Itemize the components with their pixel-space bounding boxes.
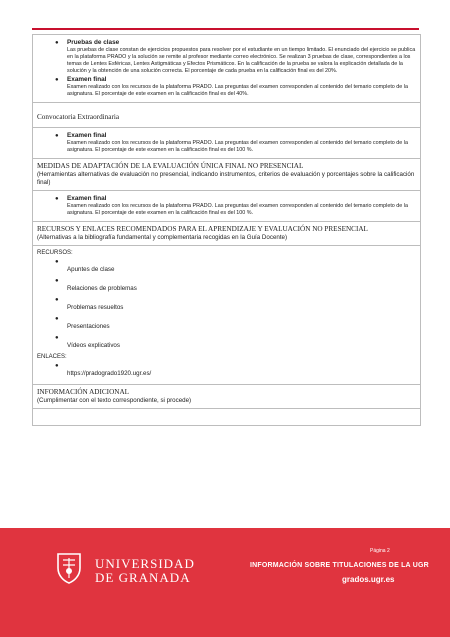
- header-rule: [32, 28, 419, 30]
- eval-items-row: [33, 35, 420, 103]
- list-item: [37, 195, 416, 217]
- bullet-icon: ●: [55, 77, 59, 83]
- item-title: Examen final: [67, 132, 107, 139]
- list-item: [37, 258, 416, 276]
- extraordinaria-row: [33, 128, 420, 159]
- list-item: [37, 39, 416, 75]
- medidas-heading-row: [33, 159, 420, 191]
- item-text: Examen realizado con los recursos de la plataforma PRADO. Las preguntas del examen corresponden al contenido del temario completo de la asignatura. El porcentaje de este examen en la calificación final es del 100 %.: [67, 203, 408, 216]
- bullet-icon: ●: [55, 133, 59, 139]
- item-text: Examen realizado con los recursos de la plataforma PRADO. Las preguntas del examen corresponden al contenido del temario completo de la asignatura. El porcentaje de este examen en la calificación final es del 40%.: [67, 84, 408, 97]
- resource-item: Vídeos explicativos: [67, 342, 120, 349]
- bullet-icon: ●: [55, 363, 59, 369]
- extraordinaria-heading-row: [33, 103, 420, 128]
- list-item: [37, 277, 416, 295]
- info-heading-row: [33, 385, 420, 409]
- link-prado[interactable]: https://pradogrado1920.ugr.es/: [67, 370, 152, 377]
- resource-item: Problemas resueltos: [67, 304, 124, 311]
- list-item: [37, 132, 416, 154]
- section-heading: MEDIDAS DE ADAPTACIÓN DE LA EVALUACIÓN ÚNICA FINAL NO PRESENCIAL: [37, 162, 304, 170]
- titulaciones-info: INFORMACIÓN SOBRE TITULACIONES DE LA UGR: [250, 562, 429, 569]
- university-name-line2: DE GRANADA: [95, 570, 191, 585]
- section-heading: INFORMACIÓN ADICIONAL: [37, 388, 130, 396]
- bullet-icon: ●: [55, 316, 59, 322]
- resource-item: Apuntes de clase: [67, 266, 115, 273]
- medidas-row: [33, 191, 420, 222]
- info-content-row: [33, 409, 420, 426]
- item-text: Las pruebas de clase constan de ejercicios propuestos para resolver por el estudiante en un tiempo limitado. El enunciado del ejercicio se publica en la plataforma PRADO y la solución se remite al profesor mediante correo electrónico. Se realizan 3 pruebas de clase, correspondientes a los temas de Lentes Esféricas, Lentes Astigmáticas y Efectos Prismáticos. En la calificación de la prueba se valora la explicación detallada de la solución y la obtención de una solución correcta. El porcentaje de cada prueba en la calificación final es del 20%.: [67, 47, 416, 74]
- list-item: [37, 296, 416, 314]
- recursos-row: [33, 246, 420, 385]
- guide-table: [32, 34, 421, 426]
- item-title: Examen final: [67, 76, 107, 83]
- bullet-icon: ●: [55, 259, 59, 265]
- recursos-heading-row: [33, 222, 420, 246]
- resource-item: Relaciones de problemas: [67, 285, 137, 292]
- recursos-label: RECURSOS:: [37, 250, 73, 256]
- section-subheading: (Herramientas alternativas de evaluación no presencial, indicando instrumentos, criterios de evaluación y porcentajes sobre la calificación final): [37, 171, 415, 186]
- ugr-shield-icon: [56, 552, 82, 584]
- section-subheading: (Cumplimentar con el texto correspondiente, si procede): [37, 397, 192, 404]
- list-item: [37, 315, 416, 333]
- item-title: Pruebas de clase: [67, 39, 120, 46]
- bullet-icon: ●: [55, 196, 59, 202]
- list-item: [37, 334, 416, 352]
- resource-item: Presentaciones: [67, 323, 110, 330]
- bullet-icon: ●: [55, 335, 59, 341]
- item-title: Examen final: [67, 195, 107, 202]
- list-item: [37, 362, 416, 380]
- section-heading: RECURSOS Y ENLACES RECOMENDADOS PARA EL APRENDIZAJE Y EVALUACIÓN NO PRESENCIAL: [37, 225, 368, 233]
- section-heading: Convocatoria Extraordinaria: [37, 113, 120, 121]
- grados-link[interactable]: grados.ugr.es: [342, 575, 395, 584]
- list-item: [37, 76, 416, 98]
- page-number: Página 2: [370, 548, 390, 554]
- section-subheading: (Alternativas a la bibliografía fundamental y complementaria recogidas en la Guía Docente): [37, 234, 288, 241]
- bullet-icon: ●: [55, 40, 59, 46]
- bullet-icon: ●: [55, 278, 59, 284]
- enlaces-label: ENLACES:: [37, 354, 67, 360]
- bullet-icon: ●: [55, 297, 59, 303]
- item-text: Examen realizado con los recursos de la plataforma PRADO. Las preguntas del examen corresponden al contenido del temario completo de la asignatura. El porcentaje de este examen en la calificación final es del 100 %.: [67, 140, 408, 153]
- university-name-line1: UNIVERSIDAD: [95, 556, 195, 571]
